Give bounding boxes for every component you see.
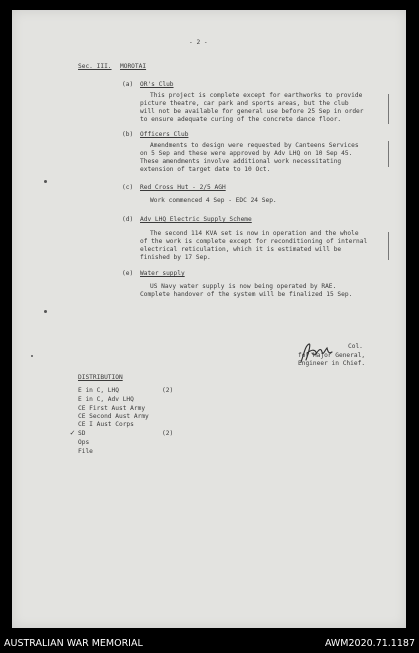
item-letter: (e) — [122, 270, 134, 277]
distribution-entry: CE First Aust Army — [78, 405, 146, 412]
margin-mark — [388, 141, 389, 167]
punch-hole — [44, 310, 47, 313]
page-number: - 2 - — [189, 39, 208, 46]
margin-mark — [388, 94, 389, 124]
paragraph-line: will not be available for general use before 25 Sep in order — [140, 108, 364, 115]
distribution-entry: File — [78, 448, 93, 455]
distribution-entry: E in C, Adv LHQ — [78, 396, 134, 403]
punch-hole — [31, 355, 33, 357]
item-heading: Red Cross Hut - 2/5 AGH — [140, 184, 226, 191]
section-label: Sec. III. — [78, 63, 112, 70]
tick-mark: ✓ — [70, 428, 75, 437]
distribution-entry: Ops — [78, 439, 90, 446]
margin-mark — [388, 232, 389, 260]
section-title: MOROTAI — [120, 63, 147, 70]
paragraph-line: The second 114 KVA set is now in operation and the whole — [150, 230, 359, 237]
item-letter: (d) — [122, 216, 134, 223]
signature-rank: Col. — [348, 343, 363, 350]
paragraph-line: Complete handover of the system will be finalized 15 Sep. — [140, 291, 353, 298]
item-heading: OR's Club — [140, 81, 174, 88]
item-heading: Water supply — [140, 270, 185, 277]
distribution-entry: CE Second Aust Army — [78, 413, 149, 420]
document-page — [12, 10, 406, 628]
distribution-entry: E in C, LHQ — [78, 387, 119, 394]
paragraph-line: of the work is complete except for reconditioning of internal — [140, 238, 368, 245]
paragraph-line: on 5 Sep and these were approved by Adv LHQ on 10 Sep 45. — [140, 150, 353, 157]
archive-footer — [0, 635, 419, 653]
paragraph-line: to ensure adequate curing of the concrete dance floor. — [140, 116, 342, 123]
paragraph-line: picture theatre, car park and sports areas, but the club — [140, 100, 349, 107]
distribution-entry: CE I Aust Corps — [78, 421, 134, 428]
distribution-copies: (2) — [162, 387, 174, 394]
paragraph-line: These amendments involve additional work necessitating — [140, 158, 342, 165]
signature-for-line: for Major General, — [298, 352, 366, 359]
item-letter: (b) — [122, 131, 134, 138]
distribution-copies: (2) — [162, 430, 174, 437]
item-heading: Officers Club — [140, 131, 189, 138]
paragraph-line: US Navy water supply is now being operated by RAE. — [150, 283, 337, 290]
footer-institution: AUSTRALIAN WAR MEMORIAL — [4, 638, 143, 649]
paragraph-line: electrical reticulation, which it is estimated will be — [140, 246, 342, 253]
footer-accession: AWM2020.71.1187 — [324, 638, 415, 649]
punch-hole — [44, 180, 47, 183]
distribution-heading: DISTRIBUTION — [78, 374, 123, 381]
paragraph-line: Amendments to design were requested by Canteens Services — [150, 142, 359, 149]
paragraph-line: Work commenced 4 Sep - EDC 24 Sep. — [150, 197, 277, 204]
paragraph-line: finished by 17 Sep. — [140, 254, 211, 261]
distribution-entry: SD — [78, 430, 86, 437]
paragraph-line: This project is complete except for earthworks to provide — [150, 92, 363, 99]
item-letter: (c) — [122, 184, 134, 191]
signature-title-line: Engineer in Chief. — [298, 360, 366, 367]
item-letter: (a) — [122, 81, 134, 88]
item-heading: Adv LHQ Electric Supply Scheme — [140, 216, 252, 223]
paragraph-line: extension of target date to 10 Oct. — [140, 166, 271, 173]
